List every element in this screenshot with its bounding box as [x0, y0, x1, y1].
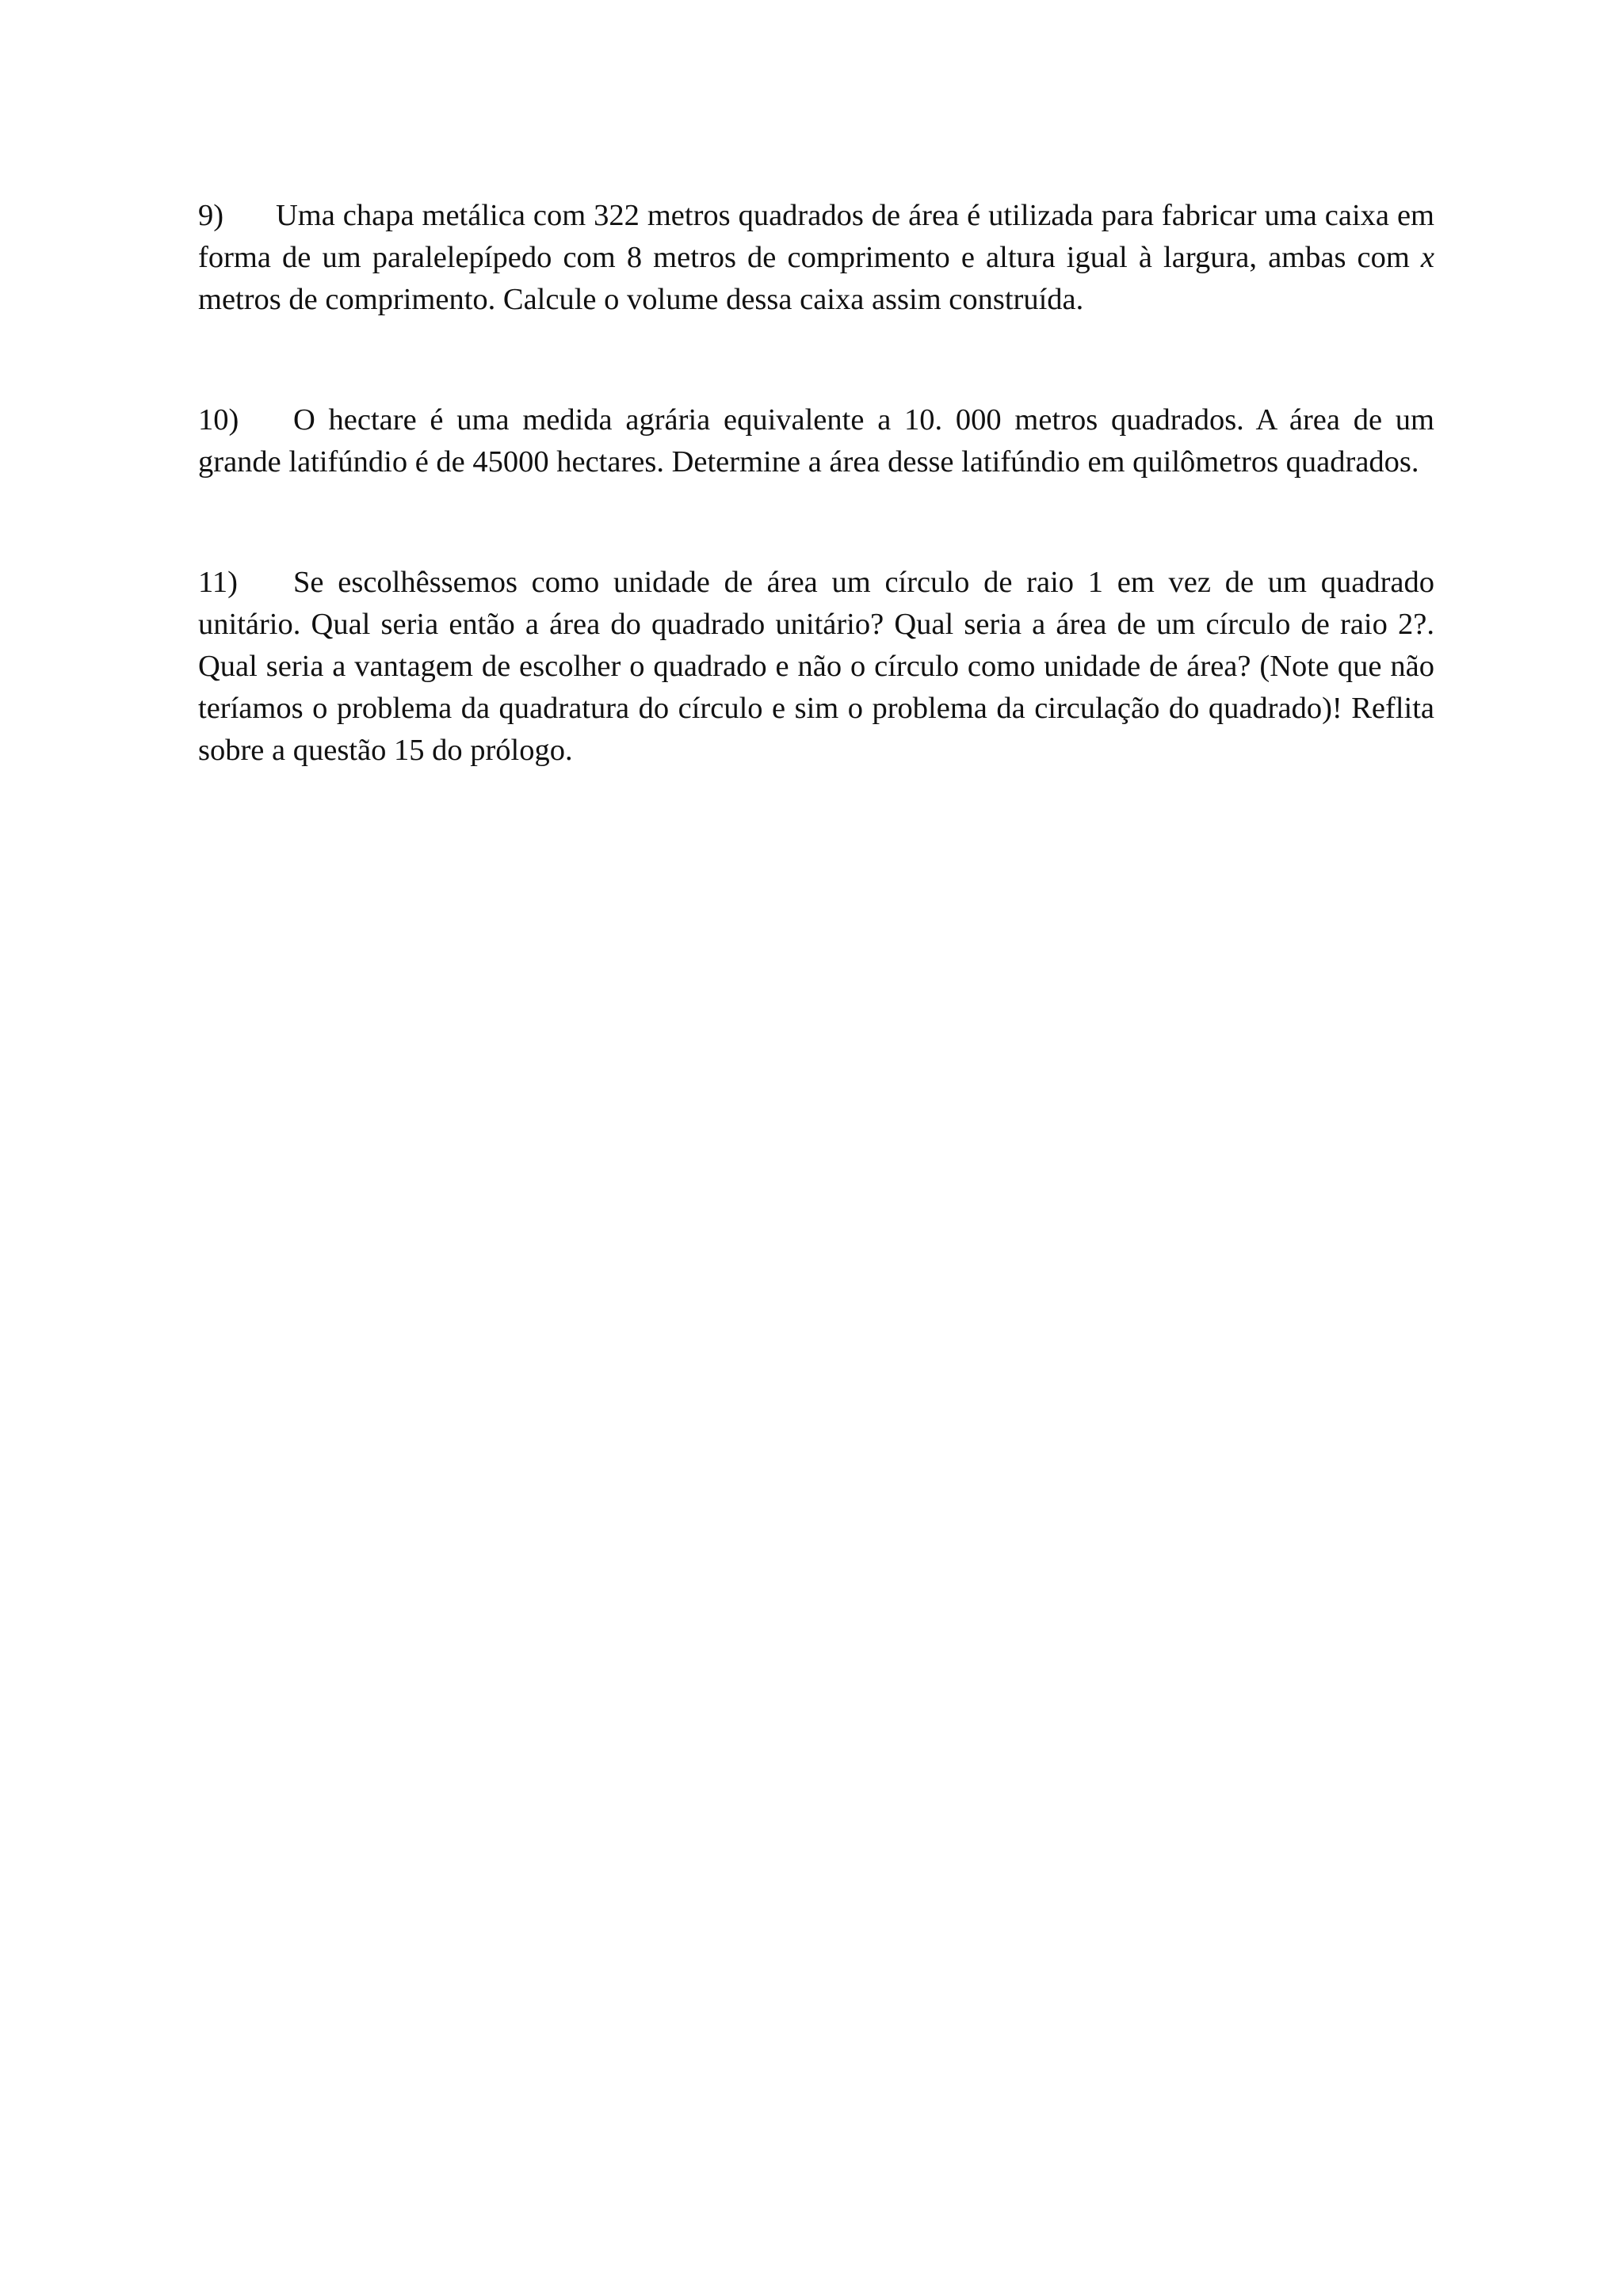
problem-variable: x — [1420, 241, 1434, 274]
problem-text: Se escolhêssemos como unidade de área um círculo de raio 1 em vez de um quadrado unitário. Qual seria então a área do quadrado unitário? Qual seria a área de um círculo de raio 2?. Qual seria a vantagem de escolher o quadrado e não o círculo como unidade de área? (Note que não teríamos o problema da quadratura do círculo e sim o problema da circulação do quadrado)! Reflita sobre a questão 15 do prólogo. — [198, 566, 1434, 767]
problem-number: 10) — [198, 403, 239, 437]
problem-text: O hectare é uma medida agrária equivalente a 10. 000 metros quadrados. A área de um grande latifúndio é de 45000 hectares. Determine a área desse latifúndio em quilômetros quadrados. — [198, 403, 1434, 479]
problem-text-continued: metros de comprimento. Calcule o volume dessa caixa assim construída. — [198, 283, 1084, 316]
problem-11 — [198, 562, 1434, 772]
problem-10 — [198, 399, 1434, 483]
problem-number: 11) — [198, 566, 238, 599]
problem-text: Uma chapa metálica com 322 metros quadrados de área é utilizada para fabricar uma caixa em forma de um paralelepípedo com 8 metros de comprimento e altura igual à largura, ambas com — [198, 199, 1434, 274]
problem-number: 9) — [198, 199, 224, 232]
problem-9 — [198, 195, 1434, 321]
problem-list — [198, 195, 1434, 850]
